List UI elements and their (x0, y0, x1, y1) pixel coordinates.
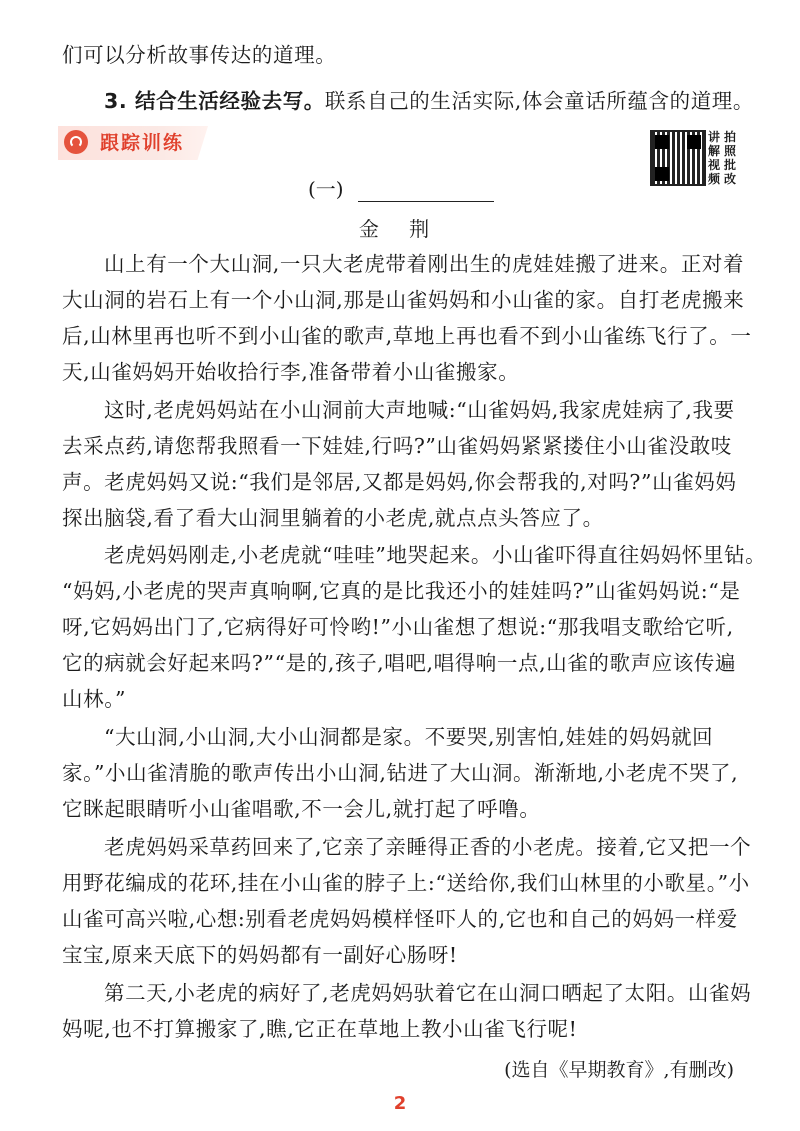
qr-side-char: 照 (723, 144, 736, 158)
story-line: 老虎妈妈刚走,小老虎就“哇哇”地哭起来。小山雀吓得直往妈妈怀里钻。 (104, 543, 767, 567)
story-line: 老虎妈妈采草药回来了,它亲了亲睡得正香的小老虎。接着,它又把一个 (104, 835, 752, 859)
intro-item-3 (104, 88, 755, 114)
item-3-label: 3. 结合生活经验去写。 (104, 89, 325, 113)
story-title: 金 荆 (358, 217, 442, 241)
section-number: (一) (308, 177, 344, 201)
qr-side-char: 改 (723, 172, 736, 186)
story-line: “大山洞,小山洞,大小山洞都是家。不要哭,别害怕,娃娃的妈妈就回 (104, 725, 714, 749)
story-line: 家。”小山雀清脆的歌声传出小山洞,钻进了大山洞。渐渐地,小老虎不哭了, (62, 761, 739, 785)
qr-side-labels (706, 130, 738, 186)
qr-side-char: 批 (723, 158, 736, 172)
story-line: 山雀可高兴啦,心想:别看老虎妈妈模样怪吓人的,它也和自己的妈妈一样爱 (62, 907, 738, 931)
story-line: 大山洞的岩石上有一个小山洞,那是山雀妈妈和小山雀的家。自打老虎搬来 (62, 288, 745, 312)
story-line: 后,山林里再也听不到小山雀的歌声,草地上再也看不到小山雀练飞行了。一 (62, 324, 752, 348)
story-line: “妈妈,小老虎的哭声真响啊,它真的是比我还小的娃娃吗?”山雀妈妈说:“是 (62, 579, 741, 603)
qr-side-char: 拍 (723, 130, 736, 144)
qr-side-char: 视 (707, 158, 720, 172)
intro-line-1: 们可以分析故事传达的道理。 (62, 43, 337, 67)
story-source: (选自《早期教育》,有删改) (504, 1059, 734, 1081)
item-3-text: 联系自己的生活实际,体会童话所蕴含的道理。 (324, 89, 755, 113)
story-line: 第二天,小老虎的病好了,老虎妈妈驮着它在山洞口晒起了太阳。山雀妈 (104, 981, 752, 1005)
story-line: 这时,老虎妈妈站在小山洞前大声地喊:“山雀妈妈,我家虎娃病了,我要 (104, 398, 735, 422)
story-line: 宝宝,原来天底下的妈妈都有一副好心肠呀! (62, 943, 458, 967)
title-blank[interactable] (358, 201, 494, 202)
story-line: 声。老虎妈妈又说:“我们是邻居,又都是妈妈,你会帮我的,对吗?”山雀妈妈 (62, 470, 737, 494)
story-line: 呀,它妈妈出门了,它病得好可怜哟!”小山雀想了想说:“那我唱支歌给它听, (62, 615, 734, 639)
story-line: 去采点药,请您帮我照看一下娃娃,行吗?”山雀妈妈紧紧搂住小山雀没敢吱 (62, 434, 732, 458)
story-line: 它的病就会好起来吗?”“是的,孩子,唱吧,唱得响一点,山雀的歌声应该传遍 (62, 651, 737, 675)
page-number: 2 (393, 1093, 407, 1114)
target-icon (64, 130, 88, 154)
story-line: 山林。” (62, 687, 127, 711)
story-line: 用野花编成的花环,挂在小山雀的脖子上:“送给你,我们山林里的小歌星。”小 (62, 871, 750, 895)
qr-code-icon[interactable] (650, 130, 706, 186)
story-line: 它眯起眼睛听小山雀唱歌,不一会儿,就打起了呼噜。 (62, 797, 541, 821)
story-line: 探出脑袋,看了看大山洞里躺着的小老虎,就点点头答应了。 (62, 506, 604, 530)
qr-side-char: 解 (707, 144, 720, 158)
story-line: 妈呢,也不打算搬家了,瞧,它正在草地上教小山雀飞行呢! (62, 1017, 578, 1041)
story-line: 天,山雀妈妈开始收拾行李,准备带着小山雀搬家。 (62, 360, 520, 384)
banner-title: 跟踪训练 (100, 132, 185, 154)
qr-side-char: 频 (707, 172, 720, 186)
story-line: 山上有一个大山洞,一只大老虎带着刚出生的虎娃娃搬了进来。正对着 (104, 252, 745, 276)
qr-side-char: 讲 (707, 130, 720, 144)
